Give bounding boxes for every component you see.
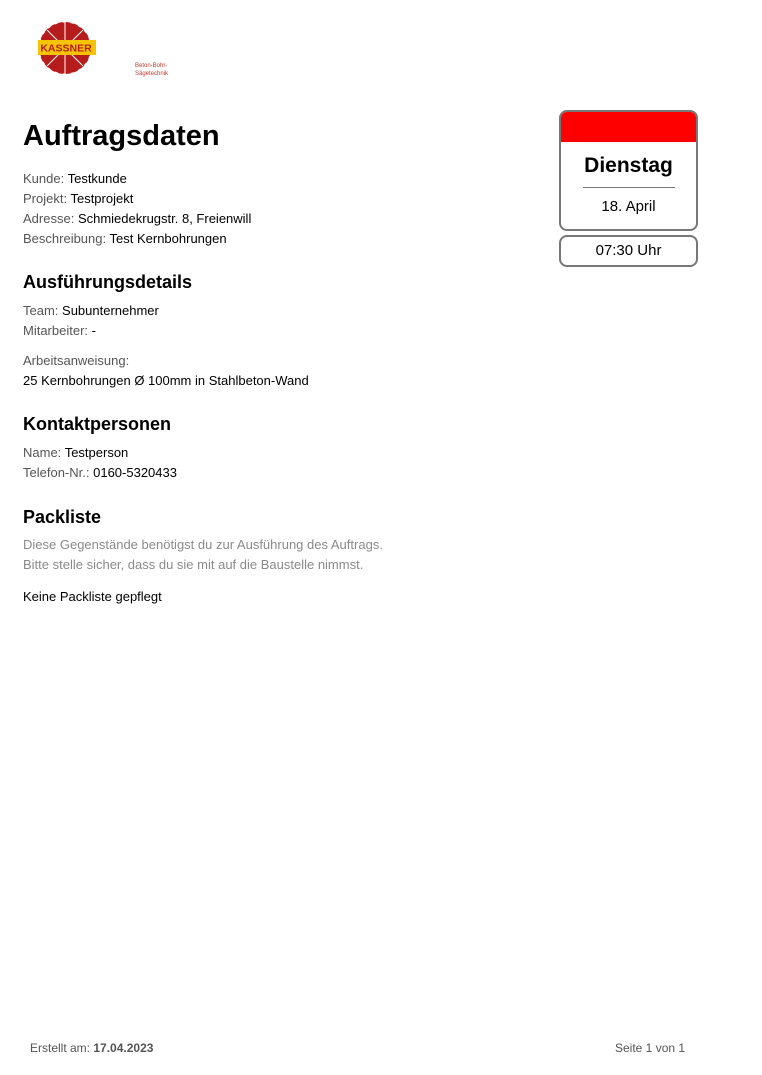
customer-row — [23, 169, 251, 189]
execution-heading: Ausführungsdetails — [23, 272, 193, 292]
employees-value: - — [91, 323, 96, 338]
packlist-heading: Packliste — [23, 507, 102, 527]
footer-created-date: 17.04.2023 — [93, 1041, 154, 1055]
packlist-hint — [23, 535, 383, 575]
execution-details — [23, 301, 159, 341]
calendar-card — [559, 110, 698, 231]
work-instruction — [23, 351, 309, 391]
contact-name-row — [23, 443, 177, 463]
team-value: Subunternehmer — [62, 303, 159, 318]
calendar-divider — [583, 187, 675, 188]
address-value: Schmiedekrugstr. 8, Freienwill — [77, 211, 252, 226]
contact-name-label: Name: — [23, 445, 62, 460]
employees-row — [23, 321, 159, 341]
project-value: Testprojekt — [70, 191, 134, 206]
logo-tagline-line1: Beton-Bohr- — [135, 63, 168, 69]
contact-phone-label: Telefon-Nr.: — [23, 465, 90, 480]
calendar-weekday: Dienstag — [584, 154, 673, 177]
contact-phone-value: 0160-5320433 — [93, 465, 177, 480]
packlist-empty-text: Keine Packliste gepflegt — [23, 589, 162, 604]
instruction-value: 25 Kernbohrungen Ø 100mm in Stahlbeton-Wand — [23, 373, 309, 388]
packlist-hint-line2: Bitte stelle sicher, dass du sie mit auf die Baustelle nimmst. — [23, 557, 364, 572]
packlist-hint-line1: Diese Gegenstände benötigst du zur Ausführung des Auftrags. — [23, 537, 383, 552]
footer-created-label: Erstellt am: — [30, 1041, 91, 1055]
contact-phone-row — [23, 463, 177, 483]
team-row — [23, 301, 159, 321]
description-row — [23, 229, 251, 249]
customer-value: Testkunde — [67, 171, 127, 186]
description-value: Test Kernbohrungen — [109, 231, 227, 246]
logo-emblem — [37, 20, 97, 76]
order-data — [23, 169, 251, 249]
contact-details — [23, 443, 177, 483]
logo-tagline-line2: Sägetechnik — [135, 71, 169, 77]
customer-label: Kunde: — [23, 171, 65, 186]
instruction-label: Arbeitsanweisung: — [23, 353, 130, 368]
team-label: Team: — [23, 303, 59, 318]
packlist-content — [23, 587, 162, 607]
page-title: Auftragsdaten — [23, 120, 220, 152]
contacts-heading: Kontaktpersonen — [23, 414, 172, 434]
company-logo — [37, 20, 169, 77]
address-label: Adresse: — [23, 211, 75, 226]
time-badge: 07:30 Uhr — [559, 235, 698, 267]
address-row — [23, 209, 251, 229]
calendar-header-bar — [561, 112, 696, 142]
project-label: Projekt: — [23, 191, 68, 206]
description-label: Beschreibung: — [23, 231, 107, 246]
logo-brand: KASSNER — [40, 42, 92, 55]
project-row — [23, 189, 251, 209]
footer-page-info: Seite 1 von 1 — [615, 1041, 686, 1055]
calendar-date: 18. April — [601, 198, 656, 215]
employees-label: Mitarbeiter: — [23, 323, 89, 338]
contact-name-value: Testperson — [64, 445, 129, 460]
logo-tagline — [135, 62, 168, 78]
footer-created — [30, 1041, 153, 1055]
